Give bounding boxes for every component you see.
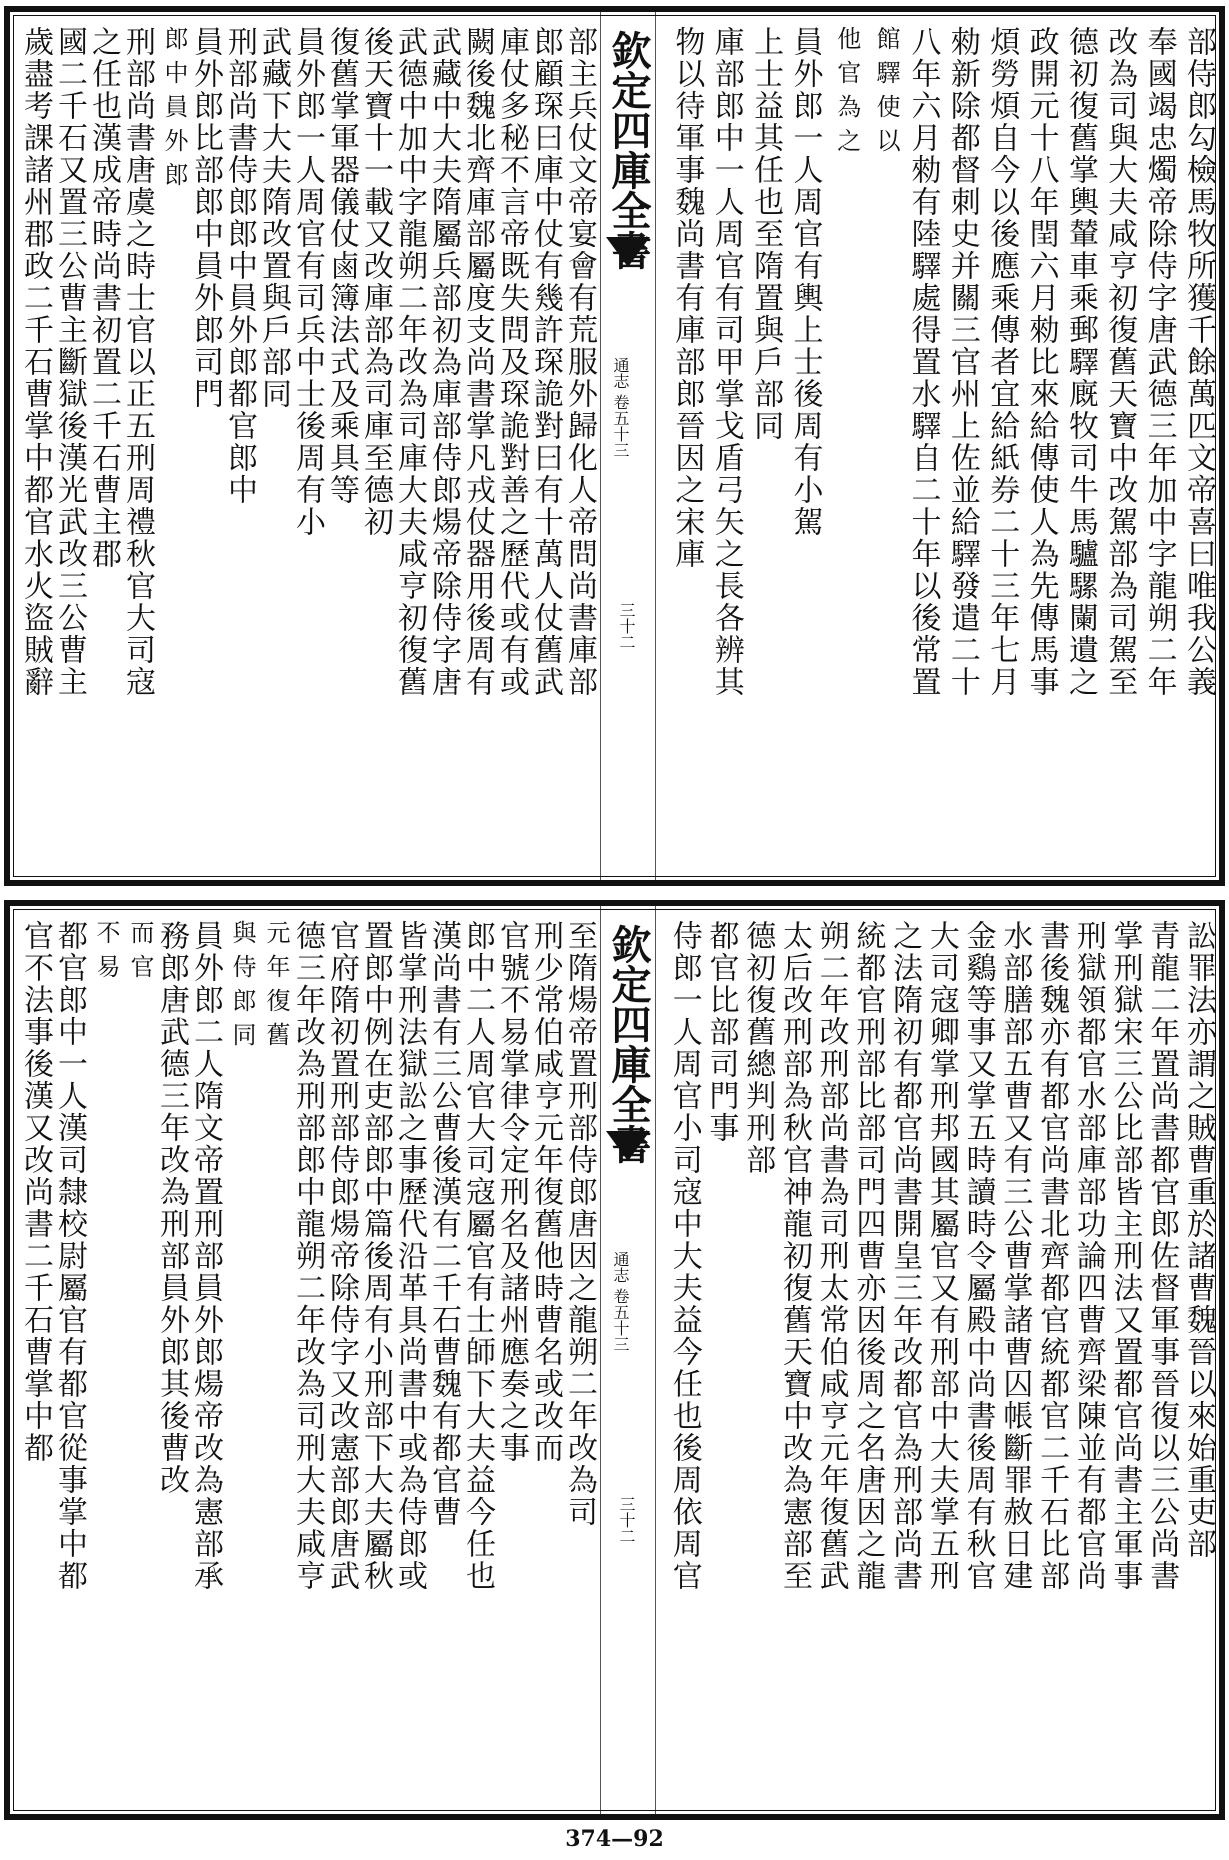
text-column: 青龍二年置尚書都官郎佐督軍事晉復以三公尚書: [1144, 920, 1180, 1592]
text-column: 刑部尚書侍郎郎中員外郎都官郎中: [222, 26, 257, 506]
text-column: 郎中員外郎: [160, 26, 188, 196]
text-column: 書後魏亦有都官尚書北齊都官統都官二千石比部: [1034, 920, 1070, 1592]
text-column: 勑新除都督刺史并關三官州上佐並給驛發遣二十: [944, 26, 980, 698]
text-column: 置郎中例在吏部郎中篇後周有小刑部下大夫屬秋: [358, 920, 393, 1592]
text-column: 元年復舊: [262, 920, 290, 1056]
text-column: 都官郎中一人漢司隸校尉屬官有都官從事掌中都: [52, 920, 87, 1592]
text-column: 太后改刑部為秋官神龍初復舊天寶中改為憲部至: [776, 920, 812, 1592]
top-left-text-block: [10, 12, 600, 880]
text-column: 刑少常伯咸亨元年復舊他時曹名或改而: [528, 920, 563, 1464]
text-column: 之法隋初有都官尚書開皇三年改都官為刑部尚書: [887, 920, 923, 1592]
folio-label: 三十二: [617, 602, 636, 650]
text-column: 武藏下大夫隋改置與戶部同: [256, 26, 291, 410]
text-column: 物以待軍事魏尚書有庫部郎晉因之宋庫: [669, 26, 705, 570]
text-column: 歲盡考課諸州郡政二千石曹掌中都官水火盜賊辭: [18, 26, 53, 698]
book-title: 欽定四庫全書: [605, 30, 652, 270]
text-column: 德三年改為刑部郎中龍朔二年改為司刑大夫咸亨: [290, 920, 325, 1592]
book-spine-top: [600, 12, 656, 880]
text-column: 官不法事後漢又改尚書二千石曹掌中都: [18, 920, 53, 1464]
volume-label: 通志 卷五十三: [611, 1251, 630, 1353]
text-column: 員外郎比部郎中員外郎司門: [188, 26, 223, 410]
book-title: 欽定四庫全書: [605, 924, 652, 1164]
fishtail-mark-icon: [606, 237, 650, 267]
text-column: 務郎唐武德三年改為刑部員外郎其後曹改: [154, 920, 189, 1496]
text-column: 訟罪法亦謂之賊曹重於諸曹魏晉以來始重吏部: [1181, 920, 1216, 1560]
fishtail-mark-icon: [606, 1131, 650, 1161]
text-column: 郎顧琛曰庫中仗有幾許琛詭對曰有十萬人仗舊武: [528, 26, 563, 698]
text-column: 漢尚書有三公曹後漢有二千石曹魏有都官曹: [426, 920, 461, 1528]
text-column: 武德中加中字龍朔二年改為司庫大夫咸亨初復舊: [392, 26, 427, 698]
text-column: 部主兵仗文帝宴會有荒服外歸化人帝問尚書庫部: [562, 26, 597, 698]
text-column: 大司寇卿掌刑邦國其屬官又有刑部中大夫掌五刑: [923, 920, 959, 1592]
book-spine-bottom: [600, 906, 656, 1814]
text-column: 侍郎一人周官小司寇中大夫益今任也後周依周官: [666, 920, 702, 1592]
text-column: 德初復舊總判刑部: [740, 920, 776, 1176]
text-column: 德初復舊掌輿輦車乘郵驛廐牧司牛馬驢騾闌遺之: [1062, 26, 1098, 698]
bottom-right-text-block: [656, 906, 1219, 1814]
top-right-text-block: [656, 12, 1219, 880]
text-column: 不易: [92, 920, 120, 988]
text-column: 上士益其任也至隋置與戶部同: [748, 26, 784, 442]
text-column: 刑部尚書唐虞之時士官以正五刑周禮秋官大司寇: [120, 26, 155, 698]
text-column: 改為司與大夫咸亨初復舊天寶中改駕部為司駕至: [1102, 26, 1138, 698]
text-column: 煩勞煩自今以後應乘傳者宜給紙券二十三年七月: [984, 26, 1020, 698]
text-column: 至隋煬帝置刑部侍郎唐因之龍朔二年改為司: [562, 920, 597, 1528]
text-column: 後天寶十一載又改庫部為司庫至德初: [358, 26, 393, 538]
text-column: 員外郎二人隋文帝置刑部員外郎煬帝改為憲部承: [188, 920, 223, 1592]
folio-label: 三十二: [617, 1496, 636, 1544]
text-column: 水部膳部五曹又有三公曹掌諸曹囚帳斷罪赦日建: [997, 920, 1033, 1592]
text-column: 武藏中大夫隋屬兵部初為庫部侍郎煬帝除侍字唐: [426, 26, 461, 698]
text-column: 官府隋初置刑部侍郎煬帝除侍字又改憲部郎唐武: [324, 920, 359, 1592]
text-column: 員外郎一人周官有輿上士後周有小駕: [787, 26, 823, 538]
bottom-page-panel: [4, 900, 1225, 1820]
text-column: 八年六月勑有陸驛處得置水驛自二十年以後常置: [905, 26, 941, 698]
text-column: 而官: [126, 920, 154, 988]
text-column: 員外郎一人周官有司兵中士後周有小: [290, 26, 325, 538]
text-column: 館驛使以: [872, 26, 901, 162]
volume-label: 通志 卷五十三: [611, 357, 630, 459]
text-column: 部侍郎勾檢馬牧所獲千餘萬匹文帝喜曰唯我公義: [1181, 26, 1216, 698]
text-column: 他官為之: [832, 26, 861, 162]
page-number: 374—92: [565, 1826, 664, 1852]
text-column: 官號不易掌律令定刑名及諸州應奏之事: [494, 920, 529, 1464]
text-column: 國二千石又置三公曹主斷獄後漢光武改三公曹主: [52, 26, 87, 698]
text-column: 復舊掌軍器儀仗鹵簿法式及乘具等: [324, 26, 359, 506]
top-page-panel: [4, 6, 1225, 886]
text-column: 刑獄領都官水部庫部功論四曹齊梁陳並有都官尚: [1070, 920, 1106, 1592]
text-column: 奉國竭忠燭帝除侍字唐武德三年加中字龍朔二年: [1141, 26, 1177, 698]
text-column: 金鷄等事又掌五時讀時令屬殿中尚書後周有秋官: [960, 920, 996, 1592]
text-column: 統都官刑部比部司門四曹亦因後周之名唐因之龍: [850, 920, 886, 1592]
text-column: 庫仗多秘不言帝既失問及琛詭對善之歷代或有或: [494, 26, 529, 698]
bottom-left-text-block: [10, 906, 600, 1814]
text-column: 之任也漢成帝時尚書初置二千石曹主郡: [86, 26, 121, 570]
text-column: 與侍郎同: [228, 920, 256, 1056]
text-column: 庫部郎中一人周官有司甲掌戈盾弓矢之長各辨其: [708, 26, 744, 698]
text-column: 皆掌刑法獄訟之事歷代沿革具尚書中或為侍郎或: [392, 920, 427, 1592]
text-column: 掌刑獄宋三公比部皆主刑法又置都官尚書主軍事: [1107, 920, 1143, 1592]
text-column: 都官比部司門事: [703, 920, 739, 1144]
text-column: 政開元十八年閏六月勑比來給傳使人為先傳馬事: [1023, 26, 1059, 698]
text-column: 郎中二人周官大司寇屬官有士師下大夫益今任也: [460, 920, 495, 1592]
text-column: 朔二年改刑部尚書為司刑太常伯咸亨元年復舊武: [813, 920, 849, 1592]
text-column: 闕後魏北齊庫部屬度支尚書掌凡戎仗器用後周有: [460, 26, 495, 698]
